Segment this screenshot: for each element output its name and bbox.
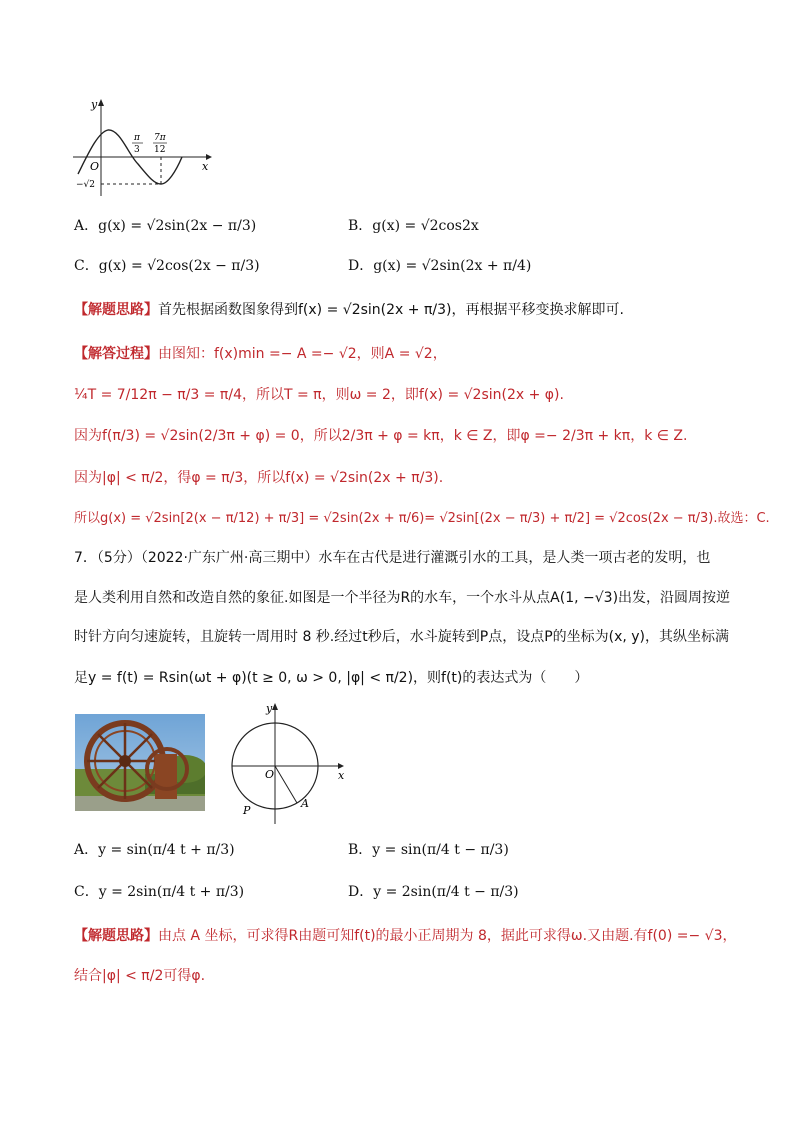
circle-y-arrow-icon	[272, 703, 278, 710]
circle-x-label: x	[338, 769, 345, 782]
q7-option-b[interactable]: B．y = sin(π/4 t − π/3)	[348, 842, 509, 858]
sine-graph-figure	[68, 96, 218, 201]
idea-tag: 【解题思路】	[74, 302, 158, 318]
q6-process-line5: 所以g(x) = √2sin[2(x − π/12) + π/3] = √2sin(2x + π/6)= √2sin[(2x − π/3) + π/2] = √2cos(2x − π/3).故选：C.	[74, 511, 770, 526]
circle-origin-label: O	[265, 768, 275, 781]
y-axis-arrow-icon	[98, 99, 104, 106]
q7-option-a[interactable]: A．y = sin(π/4 t + π/3)	[74, 842, 235, 858]
circle-y-label: y	[266, 702, 273, 715]
idea-text: 首先根据函数图象得到f(x) = √2sin(2x + π/3)，再根据平移变换求解即可.	[158, 302, 624, 318]
q6-option-d[interactable]: D．g(x) = √2sin(2x + π/4)	[348, 258, 532, 274]
q6-process-line1	[74, 344, 447, 364]
q6-option-b[interactable]: B．g(x) = √2cos2x	[348, 218, 479, 234]
tick-pi-over-3: π	[134, 133, 140, 143]
q7-stem-line1: 7．（5分）（2022·广东广州·高三期中）水车在古代是进行灌溉引水的工具，是人类一项古老的发明，也	[74, 550, 711, 566]
graph-origin-label: O	[90, 160, 100, 173]
q6-option-c[interactable]: C．g(x) = √2cos(2x − π/3)	[74, 258, 260, 274]
graph-x-label: x	[202, 160, 209, 173]
q7-idea-text: 由点 A 坐标，可求得R由题可知f(t)的最小正周期为 8，据此可求得ω.又由题.有f(0) =− √3，	[158, 928, 737, 944]
point-p-label: P	[243, 804, 251, 817]
graph-y-label: y	[91, 98, 98, 111]
q6-process-line2: ¼T = 7/12π − π/3 = π/4，所以T = π，则ω = 2，即f(x) = √2sin(2x + φ).	[74, 387, 564, 403]
process-line1-text: 由图知：f(x)min =− A =− √2，则A = √2，	[158, 346, 447, 362]
radius-oa	[275, 766, 297, 803]
q7-idea-line1	[74, 926, 736, 946]
waterwheel-photo	[75, 714, 205, 811]
q7-stem-line3: 时针方向匀速旋转，且旋转一周用时 8 秒.经过t秒后，水斗旋转到P点，设点P的坐标为(x, y)，其纵坐标满	[74, 629, 730, 645]
tick-neg-sqrt2: −√2	[76, 180, 96, 190]
q7-idea-line2: 结合|φ| < π/2可得φ.	[74, 968, 206, 984]
q6-idea	[74, 300, 624, 320]
tick-pi-over-3-den: 3	[134, 145, 140, 155]
q6-option-a[interactable]: A．g(x) = √2sin(2x − π/3)	[74, 218, 257, 234]
q7-stem-line2: 是人类利用自然和改造自然的象征.如图是一个半径为R的水车，一个水斗从点A(1, −√3)出发，沿圆周按逆	[74, 590, 731, 606]
process-tag: 【解答过程】	[74, 346, 158, 362]
tick-7pi-over-12: 7π	[154, 133, 166, 143]
q6-process-line3: 因为f(π/3) = √2sin(2/3π + φ) = 0，所以2/3π + φ = kπ，k ∈ Z，即φ =− 2/3π + kπ，k ∈ Z.	[74, 428, 688, 444]
q6-process-line4: 因为|φ| < π/2，得φ = π/3，所以f(x) = √2sin(2x + π/3).	[74, 470, 444, 486]
q7-stem-line4: 足y = f(t) = Rsin(ωt + φ)(t ≥ 0, ω > 0, |φ| < π/2)，则f(t)的表达式为（ ）	[74, 670, 589, 686]
q7-option-c[interactable]: C．y = 2sin(π/4 t + π/3)	[74, 884, 245, 900]
circle-figure	[228, 700, 350, 828]
q7-idea-tag: 【解题思路】	[74, 928, 158, 944]
tick-7pi-over-12-den: 12	[154, 145, 166, 155]
q7-option-d[interactable]: D．y = 2sin(π/4 t − π/3)	[348, 884, 519, 900]
point-a-label: A	[301, 797, 309, 810]
